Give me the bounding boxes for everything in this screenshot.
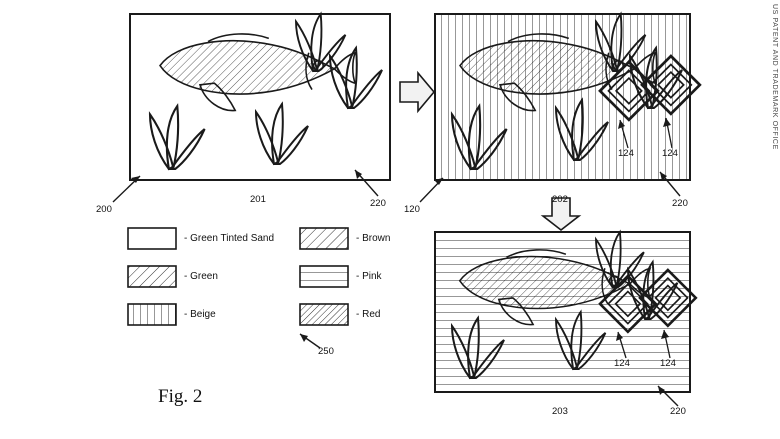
panel-203	[435, 232, 696, 406]
legend-label-brown: - Brown	[356, 233, 391, 244]
legend-label-red: - Red	[356, 309, 381, 320]
legend-swatch-red	[300, 304, 348, 325]
label-120: 120	[404, 204, 420, 215]
legend-swatch-green	[128, 266, 176, 287]
figure-caption: Fig. 2	[158, 386, 203, 407]
arrow-right	[400, 73, 434, 111]
label-220-b: 220	[672, 198, 688, 209]
legend-label-beige: - Beige	[184, 309, 216, 320]
legend-label-pink: - Pink	[356, 271, 382, 282]
legend-swatch-beige	[128, 304, 176, 325]
label-201: 201	[250, 194, 266, 205]
agency-side-note: US PATENT AND TRADEMARK OFFICE	[771, 4, 778, 150]
legend-label-green-tinted-sand: - Green Tinted Sand	[184, 233, 275, 244]
legend-label-250: 250	[318, 346, 334, 357]
label-124-d: 124	[660, 358, 676, 369]
label-220-a: 220	[370, 198, 386, 209]
legend-swatches	[128, 228, 348, 348]
label-200: 200	[96, 204, 112, 215]
panel-202	[420, 14, 700, 202]
label-202: 202	[552, 194, 568, 205]
label-220-c: 220	[670, 406, 686, 417]
label-124-a: 124	[618, 148, 634, 159]
panel-201	[113, 14, 390, 202]
legend-label-green: - Green	[184, 271, 218, 282]
label-124-b: 124	[662, 148, 678, 159]
legend-swatch-pink	[300, 266, 348, 287]
label-124-c: 124	[614, 358, 630, 369]
label-203: 203	[552, 406, 568, 417]
legend-swatch-green-tinted-sand	[128, 228, 176, 249]
legend-swatch-brown	[300, 228, 348, 249]
